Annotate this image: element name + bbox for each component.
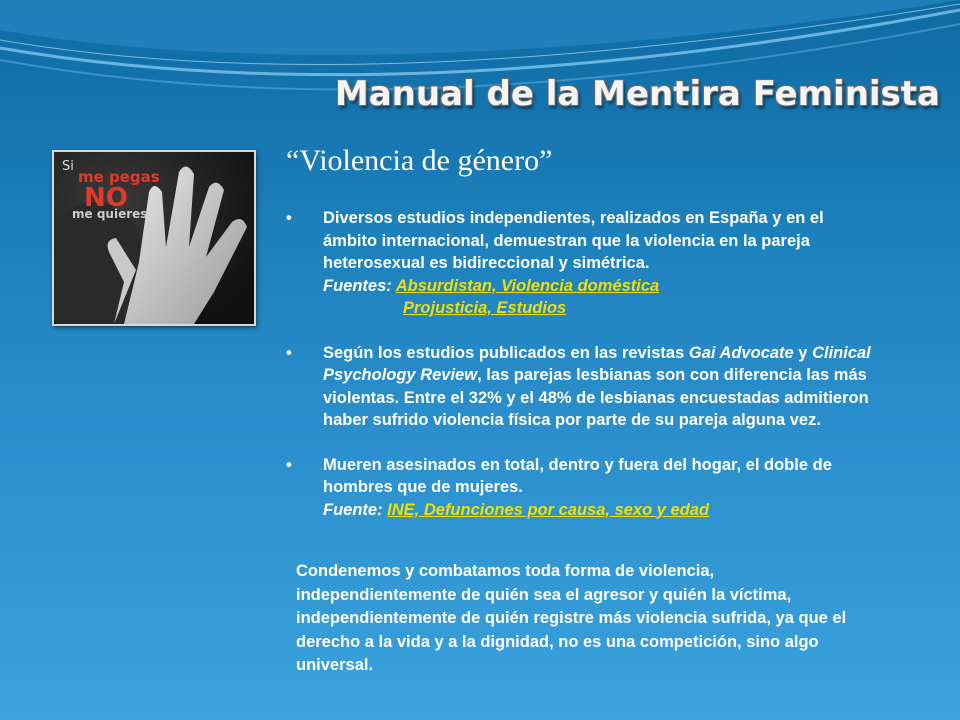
subtitle-close-quote: ” [539,144,553,177]
bullet-2-line-4: haber sufrido violencia física por parte de su pareja alguna vez. [323,411,821,429]
bullet-2-text-c: y [793,343,813,362]
bullet-item-1 [286,207,956,320]
source-label: Fuente: [323,500,388,519]
svg-text:NO: NO [84,183,128,213]
slide-subtitle [286,144,552,178]
bullet-3-line-2: hombres que de mujeres. [323,478,523,496]
subtitle-text: Violencia de género [299,144,540,177]
closing-line-5: universal. [296,656,374,674]
bullet-dot-icon: • [286,455,292,474]
bullet-dot-icon: • [286,209,292,227]
closing-statement [296,560,936,678]
journal-clinical: Clinical [812,343,871,362]
closing-line-3: independientemente de quién registre más violencia sufrida, ya que el [296,609,847,627]
bullet-list [286,207,956,521]
bullet-item-3 [286,454,956,522]
bullet-item-2 [286,342,956,432]
subtitle-open-quote: “ [286,144,300,177]
bullet-1-line-2: ámbito internacional, demuestran que la violencia en la pareja [323,231,810,250]
svg-text:me pegas: me pegas [78,168,160,186]
svg-text:Si: Si [62,159,74,174]
projusticia-link[interactable]: Projusticia, Estudios [403,299,567,317]
bullet-dot-icon: • [286,343,292,362]
bullet-2-line-3: violentas. Entre el 32% y el 48% de lesbianas encuestadas admitieron [323,388,869,407]
absurdistan-link[interactable]: Absurdistan, Violencia doméstica [395,276,660,295]
bullet-3-line-1: Mueren asesinados en total, dentro y fuera del hogar, el doble de [323,455,832,474]
header-swoosh [0,0,960,140]
bullet-1-line-3: heterosexual es bidireccional y simétrica. [323,254,650,272]
sources-label: Fuentes: [323,276,396,295]
hand-image-icon [54,152,254,324]
closing-line-2: independientemente de quién sea el agresor y quién la víctima, [296,585,792,604]
journal-gai-advocate: Gai Advocate [688,343,794,362]
campaign-photo [52,150,256,326]
bullet-2-text-a: Según los estudios publicados en las revistas [323,343,689,362]
journal-psychology-review: Psychology Review [323,366,478,384]
closing-line-4: derecho a la vida y a la dignidad, no es una competición, sino algo [296,632,819,651]
page-title: Manual de la Mentira Feminista [334,74,940,114]
bullet-2-text-e: , las parejas lesbianas son con diferencia las más [477,366,867,384]
closing-line-1: Condenemos y combatamos toda forma de violencia, [296,562,715,580]
bullet-1-line-1: Diversos estudios independientes, realizados en España y en el [323,209,824,227]
svg-text:me quieres: me quieres [72,207,148,221]
ine-link[interactable]: INE, Defunciones por causa, sexo y edad [387,500,710,519]
